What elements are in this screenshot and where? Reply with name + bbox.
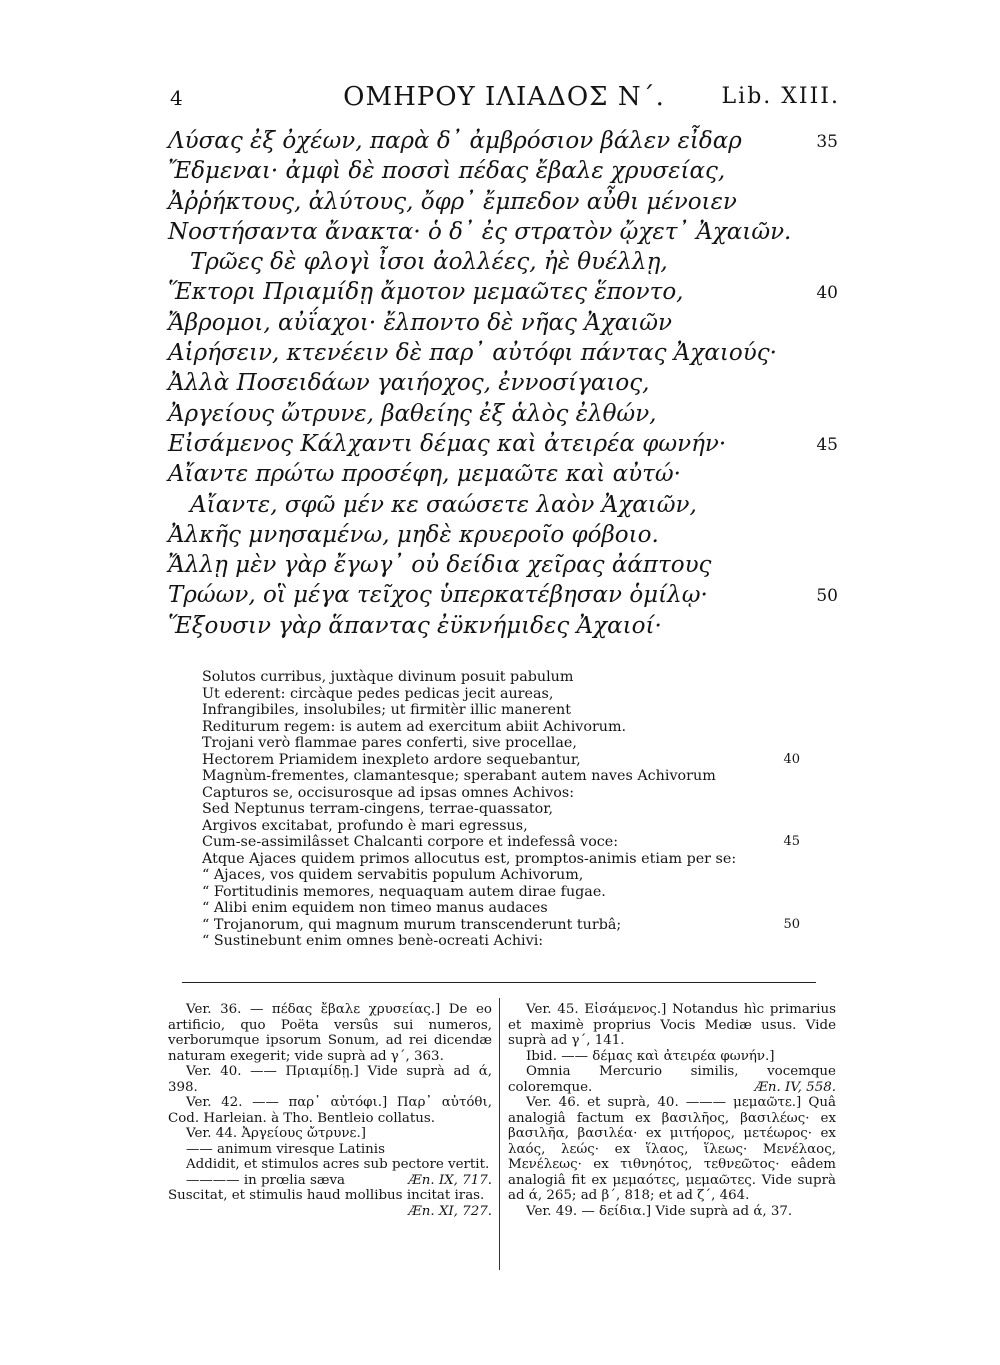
greek-verse-line-text: Ἀῤῥήκτους, ἀλύτους, ὄφρ᾽ ἔμπεδον αὖθι μένοιεν [168, 188, 737, 215]
footnote-text: Ver. 40. —— Πριαμίδῃ.] Vide suprà ad ά, 398. [168, 1064, 492, 1095]
greek-verse-line-text: Τρώων, οἳ μέγα τεῖχος ὑπερκατέβησαν ὁμίλῳ· [168, 582, 708, 609]
latin-verse-line-text: “ Ajaces, vos quidem servabitis populum Achivorum, [202, 867, 584, 883]
footnote [168, 1095, 492, 1126]
latin-verse-line [202, 900, 802, 917]
greek-verse-line [168, 338, 840, 368]
greek-verse-line [168, 217, 840, 247]
greek-verse-line [168, 520, 840, 550]
greek-verse-line [168, 187, 840, 217]
latin-verse-line-text: Capturos se, occisurosque ad ipsas omnes Achivos: [202, 784, 575, 801]
footnote-text: Ver. 46. et suprà, 40. ——— μεμαῶτε.] Quâ analogiâ factum ex βασιλῆος, βασιλέως· ex βασιλῆα, βασιλέα· ex μιτήορος, μετέωρος· ex λαός, λεώς· ex ἵλαος, ἵλεως· Μενέλαος, Μενέλεως· ex τιθνηότος, τεθνεῶτος· eâdem analogiâ fit ex μεμαότες, μεμαῶτες. Vide suprà ad ά, 265; ad β΄, 818; et ad ζ΄, 464. [508, 1095, 836, 1203]
footnote [168, 1126, 492, 1142]
running-title: ΟΜΗΡΟΥ ΙΛΙΑΔΟΣ Ν΄. [343, 82, 665, 112]
greek-verse-line [168, 368, 840, 398]
footnote-text: Ver. 45. Εἰσάμενος.] Notandus hìc primarius et maximè proprius Vocis Mediæ usus. Vide suprà ad γ΄, 141. [508, 1002, 836, 1048]
greek-verse-line [168, 126, 840, 156]
notes-left-column [168, 1002, 492, 1219]
greek-verse-line [168, 247, 840, 277]
greek-verse-line-text: Ἀργείους ὤτρυνε, βαθείης ἐξ ἁλὸς ἐλθών, [168, 400, 657, 427]
footnote-text: —— animum viresque Latinis [186, 1141, 385, 1157]
footnote [168, 1142, 492, 1158]
greek-verse-line-text: Ἕκτορι Πριαμίδῃ ἄμοτον μεμαῶτες ἕποντο, [168, 279, 684, 306]
latin-verse-line [202, 702, 802, 719]
latin-verse-line-text: Trojani verò flammae pares conferti, sive procellae, [202, 735, 577, 751]
latin-translation-block [202, 669, 802, 950]
latin-verse-line [202, 884, 802, 901]
latin-verse-line [202, 719, 802, 736]
footnote [508, 1204, 836, 1220]
page-header [168, 78, 840, 118]
footnote [508, 1095, 836, 1204]
greek-verse-line [168, 277, 840, 307]
footnote-text: Ver. 44. Ἀργείους ὤτρυνε.] [186, 1126, 366, 1141]
latin-verse-line-text: “ Sustinebunt enim omnes benè-ocreati Achivi: [202, 933, 544, 949]
latin-verse-line [202, 686, 802, 703]
line-number: 45 [783, 834, 800, 849]
footnote-reference: Æn. IV, 558. [754, 1079, 836, 1095]
footnote-text: Suscitat, et stimulis haud mollibus incitat iras. [168, 1188, 485, 1203]
greek-verse-block [168, 126, 840, 641]
latin-verse-line-text: Solutos curribus, juxtàque divinum posuit pabulum [202, 669, 574, 685]
greek-verse-line [168, 580, 840, 610]
greek-verse-line [168, 550, 840, 580]
latin-verse-line [202, 735, 802, 752]
latin-verse-line-text: Atque Ajaces quidem primos allocutus est, promptos-animis etiam per se: [202, 850, 737, 867]
line-number: 50 [816, 586, 838, 607]
line-number: 40 [816, 283, 838, 304]
book-label: Lib. XIII. [721, 84, 840, 109]
latin-verse-line [202, 834, 802, 851]
greek-verse-line [168, 459, 840, 489]
latin-verse-line [202, 917, 802, 934]
notes-right-column [508, 1002, 836, 1219]
greek-verse-line-text: Νοστήσαντα ἄνακτα· ὁ δ᾽ ἐς στρατὸν ᾤχετ᾽ Ἀχαιῶν. [168, 218, 792, 245]
line-number: 45 [816, 434, 838, 455]
latin-verse-line-text: Argivos excitabat, profundo è mari egressus, [202, 817, 528, 834]
greek-verse-line [168, 429, 840, 459]
page-number: 4 [170, 86, 183, 110]
latin-verse-line-text: Magnùm-frementes, clamantesque; sperabant autem naves Achivorum [202, 768, 716, 784]
notes-column-divider [499, 998, 500, 1270]
greek-verse-line-text: Ἔδμεναι· ἀμφὶ δὲ ποσσὶ πέδας ἔβαλε χρυσείας, [168, 158, 726, 185]
greek-verse-line [168, 490, 840, 520]
latin-verse-line-text: “ Alibi enim equidem non timeo manus audaces [202, 900, 548, 916]
greek-verse-line-text: Εἰσάμενος Κάλχαντι δέμας καὶ ἀτειρέα φωνήν· [168, 430, 727, 457]
latin-verse-line [202, 801, 802, 818]
footnote [168, 1064, 492, 1095]
latin-verse-line-text: Hectorem Priamidem inexpleto ardore sequebantur, [202, 751, 581, 768]
line-number: 50 [783, 916, 800, 932]
latin-verse-line [202, 933, 802, 950]
greek-verse-line-text: Ἄλλῃ μὲν γὰρ ἔγωγ᾽ οὐ δείδια χεῖρας ἀάπτους [168, 552, 712, 579]
latin-verse-line-text: Sed Neptunus terram-cingens, terrae-quassator, [202, 801, 554, 817]
greek-verse-line-text: Ἀλκῆς μνησαμένω, μηδὲ κρυεροῖο φόβοιο. [168, 521, 659, 548]
footnote [168, 1002, 492, 1064]
latin-verse-line-text: Ut ederent: circàque pedes pedicas jecit aureas, [202, 685, 554, 702]
greek-verse-line-text: Λύσας ἐξ ὀχέων, παρὰ δ᾽ ἀμβρόσιον βάλεν εἶδαρ [168, 128, 742, 154]
latin-verse-line [202, 669, 802, 686]
greek-verse-line-text: Αἱρήσειν, κτενέειν δὲ παρ᾽ αὐτόφι πάντας Ἀχαιούς· [168, 340, 777, 367]
footnote [508, 1049, 836, 1065]
footnote-text: ———— in prœlia sæva [186, 1172, 346, 1188]
footnote-text: Ver. 36. — πέδας ἔβαλε χρυσείας.] De eo artificio, quo Poëta versûs sui numeros, verborumque ipsorum Sonum, ad rei dicendæ naturam exegerit; vide suprà ad γ΄, 363. [168, 1002, 492, 1064]
greek-verse-line-text: Ἀλλὰ Ποσειδάων γαιήοχος, ἐννοσίγαιος, [168, 370, 650, 397]
latin-verse-line [202, 768, 802, 785]
footnote-text: Ver. 42. —— παρ᾽ αὐτόφι.] Παρ᾽ αὐτόθι, Cod. Harleian. à Tho. Bentleio collatus. [168, 1095, 492, 1126]
footnote [508, 1002, 836, 1049]
latin-verse-line [202, 851, 802, 868]
greek-verse-line-text: Τρῶες δὲ φλογὶ ἶσοι ἀολλέες, ἠὲ θυέλλῃ, [190, 249, 668, 276]
greek-verse-line [168, 399, 840, 429]
line-number: 35 [816, 132, 838, 152]
latin-verse-line-text: Cum-se-assimilâsset Chalcanti corpore et indefessâ voce: [202, 834, 619, 850]
footnote-text: Ver. 49. — δείδια.] Vide suprà ad ά, 37. [526, 1203, 793, 1219]
greek-verse-line [168, 156, 840, 186]
latin-verse-line [202, 867, 802, 884]
footnote-reference: Æn. IX, 717. [408, 1172, 492, 1188]
footnote-text: Omnia Mercurio similis, vocemque coloremque. [508, 1064, 836, 1095]
greek-verse-line-text: Ἕξουσιν γὰρ ἅπαντας ἐϋκνήμιδες Ἀχαιοί· [168, 612, 662, 639]
greek-verse-line-text: Αἴαντε πρώτω προσέφη, μεμαῶτε καὶ αὐτώ· [168, 461, 681, 488]
footnote [508, 1064, 836, 1095]
footnote-divider-rule [182, 982, 816, 983]
greek-verse-line-text: Αἴαντε, σφῶ μέν κε σαώσετε λαὸν Ἀχαιῶν, [190, 491, 697, 518]
greek-verse-line [168, 611, 840, 641]
latin-verse-line-text: Infrangibiles, insolubiles; ut firmitèr illic manerent [202, 702, 572, 718]
latin-verse-line [202, 818, 802, 835]
footnote-text: Addidit, et stimulos acres sub pectore vertit. [186, 1157, 490, 1172]
latin-verse-line-text: “ Trojanorum, qui magnum murum transcenderunt turbâ; [202, 916, 622, 933]
footnote-reference: Æn. XI, 727. [408, 1203, 492, 1219]
greek-verse-line-text: Ἄβρομοι, αὐΐαχοι· ἔλποντο δὲ νῆας Ἀχαιῶν [168, 309, 673, 336]
greek-verse-line [168, 308, 840, 338]
latin-verse-line-text: “ Fortitudinis memores, nequaquam autem dirae fugae. [202, 883, 606, 900]
latin-verse-line-text: Rediturum regem: is autem ad exercitum abiit Achivorum. [202, 718, 627, 735]
footnote-text: Ibid. —— δέμας καὶ ἀτειρέα φωνήν.] [526, 1048, 775, 1064]
latin-verse-line [202, 752, 802, 769]
footnote [168, 1188, 492, 1219]
line-number: 40 [783, 751, 800, 767]
latin-verse-line [202, 785, 802, 802]
